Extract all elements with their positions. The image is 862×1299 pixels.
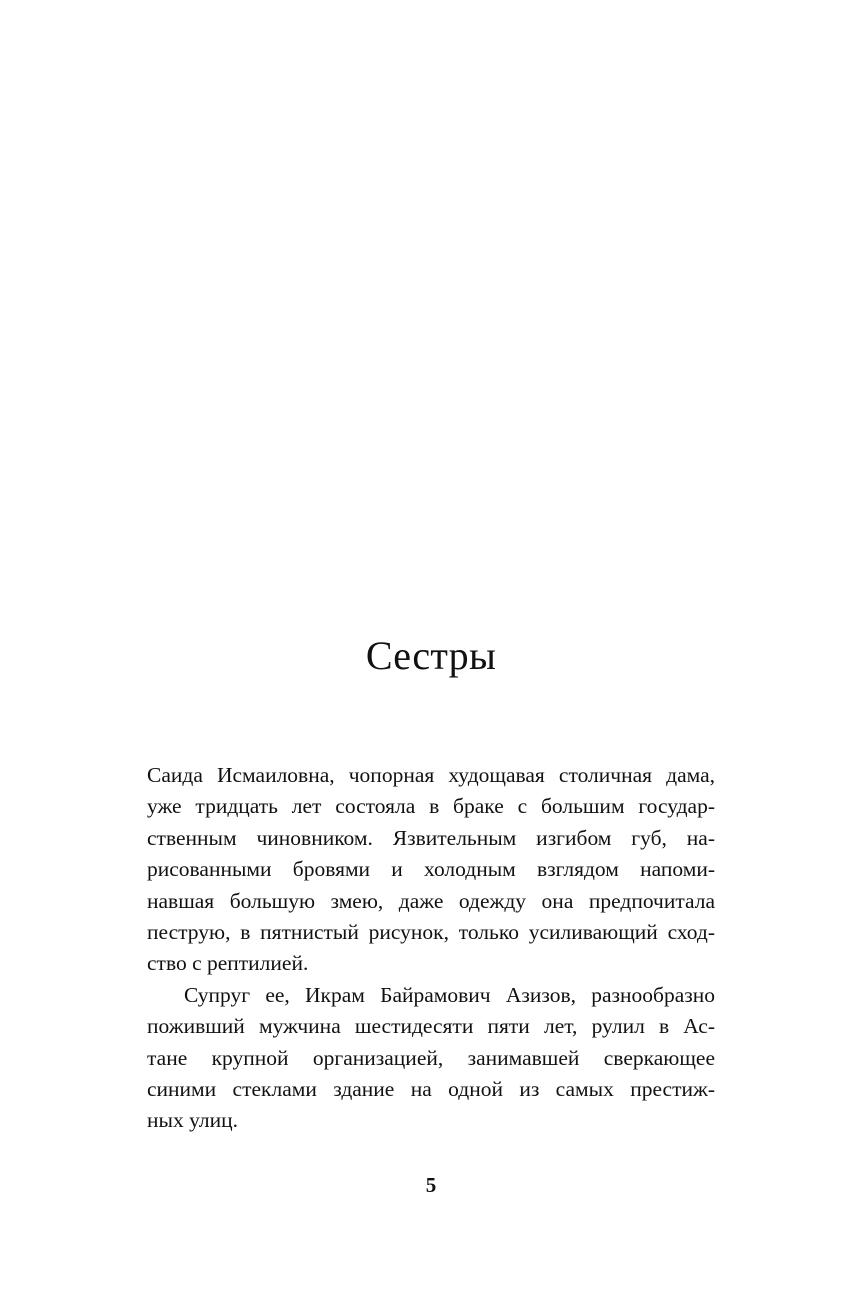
- text-line: ственным чиновником. Язвительным изгибом губ, на-: [147, 825, 715, 850]
- text-line: уже тридцать лет состояла в браке с большим государ-: [147, 794, 715, 819]
- text-line: пеструю, в пятнистый рисунок, только усиливающий сход-: [147, 919, 715, 944]
- page-number: 5: [425, 1173, 437, 1197]
- text-line: тане крупной организацией, занимавшей сверкающее: [147, 1045, 715, 1070]
- text-line: ных улиц.: [147, 1108, 238, 1133]
- text-line: рисованными бровями и холодным взглядом напоми-: [147, 857, 715, 882]
- text-line: Саида Исмаиловна, чопорная худощавая столичная дама,: [147, 763, 715, 787]
- text-line: синими стеклами здание на одной из самых престиж-: [147, 1076, 715, 1101]
- chapter-body: [147, 760, 715, 1137]
- text-line: навшая большую змею, даже одежду она предпочитала: [147, 888, 715, 913]
- text-line: поживший мужчина шестидесяти пяти лет, рулил в Ас-: [147, 1014, 715, 1039]
- chapter-title: Сестры: [365, 633, 497, 678]
- paragraph-2: [147, 980, 715, 1137]
- paragraph-1: [147, 760, 715, 980]
- text-line: ство с рептилией.: [147, 951, 309, 976]
- text-line: Супруг ее, Икрам Байрамович Азизов, разнообразно: [184, 982, 715, 1007]
